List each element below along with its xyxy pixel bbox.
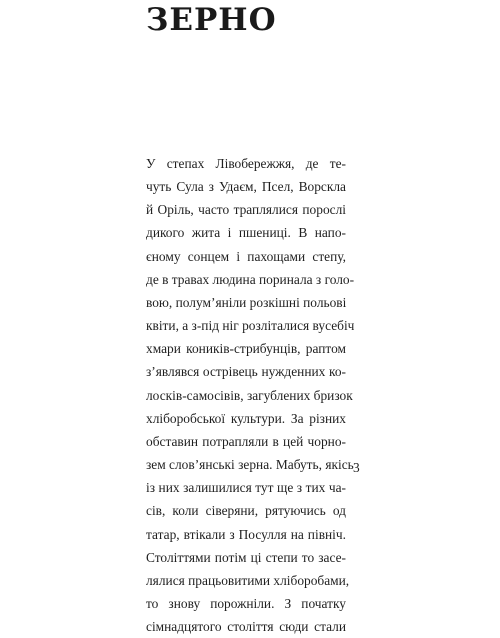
text-line: лосків-самосівів, загублених бризок [146, 387, 353, 403]
page-number: 3 [353, 460, 360, 475]
text-line: із них залишилися тут ще з тих ча- [146, 480, 346, 496]
text-line: хмари коників-стрибунців, раптом [146, 341, 346, 357]
text-line: вою, полум’яніли розкішні польові [146, 294, 347, 310]
text-line: з’являвся острівець нужденних ко- [146, 364, 346, 380]
text-line: зем слов’янські зерна. Мабуть, якісь [146, 457, 354, 473]
body-paragraph [146, 152, 355, 638]
chapter-title: ЗЕРНО [146, 2, 277, 38]
text-line: сімнадцятого століття сюди стали [146, 619, 346, 635]
text-line: дикого жита і пшениці. В напо- [146, 225, 346, 241]
text-line: хліборобської культури. За різних [146, 410, 346, 426]
text-line: татар, втікали з Посулля на північ. [146, 526, 346, 542]
text-line: Століттями потім ці степи то засе- [146, 549, 346, 565]
text-line: У степах Лівобережжя, де те- [146, 156, 346, 171]
text-line: лялися працьовитими хліборобами, [146, 572, 350, 588]
text-line: то знову порожніли. З початку [146, 595, 346, 611]
text-line: сів, коли сіверяни, рятуючись од [146, 503, 346, 519]
text-line: квіти, а з-під ніг розліталися вусебіч [146, 318, 355, 334]
text-line: де в травах людина поринала з голо- [146, 271, 355, 287]
text-line: єному сонцем і пахощами степу, [146, 248, 346, 264]
text-line: обставин потрапляли в цей чорно- [146, 433, 346, 449]
text-line: й Оріль, часто траплялися пороcлі [146, 202, 346, 218]
text-line: чуть Сула з Удаєм, Псел, Ворскла [146, 179, 346, 195]
